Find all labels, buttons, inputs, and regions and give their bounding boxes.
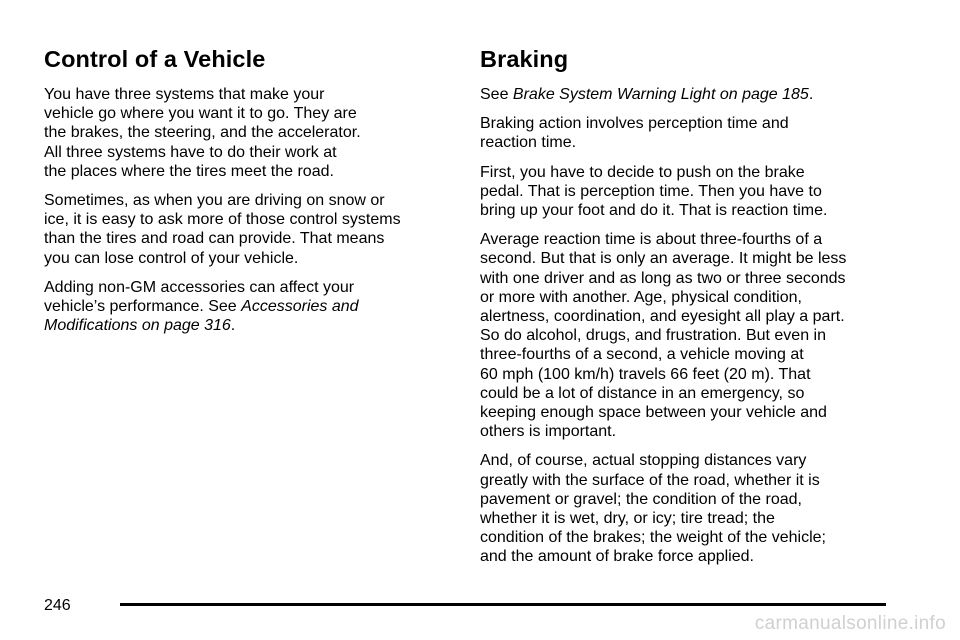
right-column [480, 44, 900, 577]
left-column [44, 44, 454, 345]
accessories-text: Adding non-GM accessories can affect your vehicle’s performance. See [44, 278, 355, 316]
brake-warning-reference-link[interactable]: Brake System Warning Light on page 185 [512, 86, 809, 103]
see-end: . [808, 86, 814, 103]
paragraph: And, of course, actual stopping distances vary greatly with the surface of the road, whether it is pavement or gravel; the condition of the road, whether it is wet, dry, or icy; tire tread; the condition of the brakes; the weight of the vehicle; and the amount of brake force applied. [480, 452, 826, 566]
paragraph: First, you have to decide to push on the brake pedal. That is perception time. Then you have to bring up your foot and do it. That is reaction time. [480, 163, 828, 220]
paragraph: You have three systems that make your vehicle go where you want it to go. They are the brakes, the steering, and the accelerator. All three systems have to do their work at the places where the tires meet the road. [44, 86, 361, 180]
accessories-reference-link[interactable]: Accessories and Modifications on page 316 [44, 298, 359, 335]
paragraph: Average reaction time is about three-fourths of a second. But that is only an average. It might be less with one driver and as long as two or three seconds or more with another. Age, physical condition, alertness, coordination, and eyesight all play a part. So do alcohol, drugs, and frustration. But even in three-fourths of a second, a vehicle moving at 60 mph (100 km/h) travels 66 feet (20 m). That could be a lot of distance in an emergency, so keeping enough space between your vehicle and others is important. [480, 231, 847, 441]
paragraph-accessories [44, 278, 454, 336]
section-heading-braking: Braking [480, 46, 569, 72]
accessories-end: . [230, 317, 236, 335]
paragraph: Braking action involves perception time and reaction time. [480, 115, 789, 152]
section-heading-control: Control of a Vehicle [44, 46, 266, 72]
footer-divider [120, 603, 886, 606]
paragraph: Sometimes, as when you are driving on snow or ice, it is easy to ask more of those control systems than the tires and road can provide. That means you can lose control of your vehicle. [44, 192, 401, 267]
watermark: carmanualsonline.info [754, 613, 946, 634]
page-number: 246 [44, 597, 71, 614]
see-reference-line [480, 85, 900, 104]
see-prefix: See [480, 86, 513, 103]
